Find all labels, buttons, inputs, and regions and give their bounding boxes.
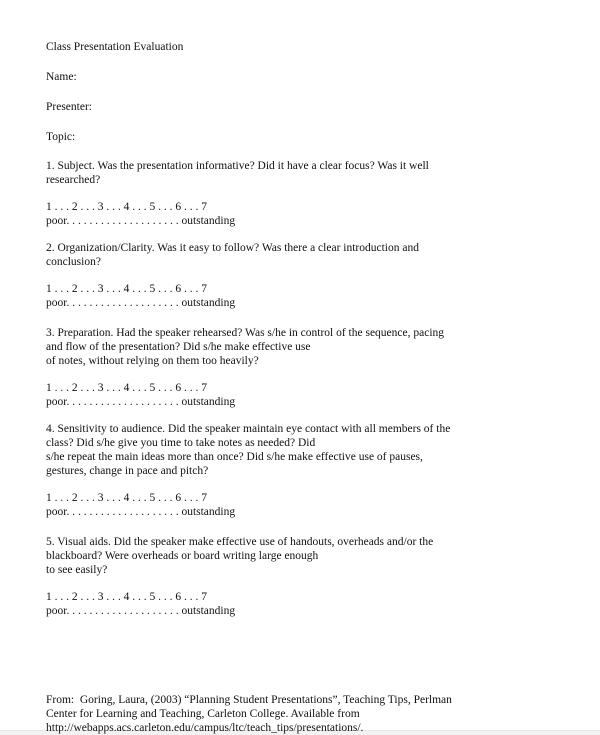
question-2 [46, 241, 556, 310]
question-1-line-1: 1. Subject. Was the presentation informative? Did it have a clear focus? Was it well [46, 160, 429, 172]
question-4-rating-labels: poor. . . . . . . . . . . . . . . . . . . . outstanding [46, 506, 236, 518]
question-2-rating-scale: 1 . . . 2 . . . 3 . . . 4 . . . 5 . . . 6 . . . 7 [46, 283, 207, 295]
question-2-line-1: 2. Organization/Clarity. Was it easy to follow? Was there a clear introduction and [46, 242, 419, 254]
document-title: Class Presentation Evaluation [46, 41, 184, 53]
question-4-rating-scale: 1 . . . 2 . . . 3 . . . 4 . . . 5 . . . 6 . . . 7 [46, 492, 207, 504]
question-4-line-1: 4. Sensitivity to audience. Did the speaker maintain eye contact with all members of the [46, 423, 451, 435]
source-citation [46, 693, 556, 735]
question-4-line-3: s/he repeat the main ideas more than once? Did s/he make effective use of pauses, [46, 451, 423, 463]
question-3-line-1: 3. Preparation. Had the speaker rehearsed? Was s/he in control of the sequence, pacing [46, 327, 445, 339]
question-5-line-3: to see easily? [46, 564, 108, 576]
question-4-line-4: gestures, change in pace and pitch? [46, 465, 209, 477]
question-1-rating-scale: 1 . . . 2 . . . 3 . . . 4 . . . 5 . . . 6 . . . 7 [46, 201, 207, 213]
question-2-rating-labels: poor. . . . . . . . . . . . . . . . . . . . outstanding [46, 297, 236, 309]
question-2-line-2: conclusion? [46, 256, 101, 268]
question-5-line-1: 5. Visual aids. Did the speaker make effective use of handouts, overheads and/or the [46, 536, 434, 548]
question-4-line-2: class? Did s/he give you time to take notes as needed? Did [46, 437, 316, 449]
question-5 [46, 535, 556, 618]
name-field-label: Name: [46, 71, 77, 83]
question-1-line-2: researched? [46, 174, 101, 186]
question-3 [46, 326, 556, 409]
question-5-line-2: blackboard? Were overheads or board writing large enough [46, 550, 319, 562]
question-3-line-3: of notes, without relying on them too heavily? [46, 355, 259, 367]
question-1 [46, 159, 556, 228]
citation-line-1: From: Goring, Laura, (2003) “Planning Student Presentations”, Teaching Tips, Perlman [46, 694, 452, 706]
presenter-field-label: Presenter: [46, 101, 92, 113]
citation-url: http://webapps.acs.carleton.edu/campus/ltc/teach_tips/presentations/. [46, 722, 364, 734]
question-3-rating-labels: poor. . . . . . . . . . . . . . . . . . . . outstanding [46, 396, 236, 408]
citation-line-2: Center for Learning and Teaching, Carleton College. Available from [46, 708, 360, 720]
question-3-rating-scale: 1 . . . 2 . . . 3 . . . 4 . . . 5 . . . 6 . . . 7 [46, 382, 207, 394]
question-5-rating-labels: poor. . . . . . . . . . . . . . . . . . . . outstanding [46, 605, 236, 617]
question-4 [46, 422, 556, 519]
question-1-rating-labels: poor. . . . . . . . . . . . . . . . . . . . outstanding [46, 215, 236, 227]
question-5-rating-scale: 1 . . . 2 . . . 3 . . . 4 . . . 5 . . . 6 . . . 7 [46, 591, 207, 603]
topic-field-label: Topic: [46, 131, 76, 143]
evaluation-form [46, 40, 556, 735]
question-3-line-2: and flow of the presentation? Did s/he make effective use [46, 341, 311, 353]
